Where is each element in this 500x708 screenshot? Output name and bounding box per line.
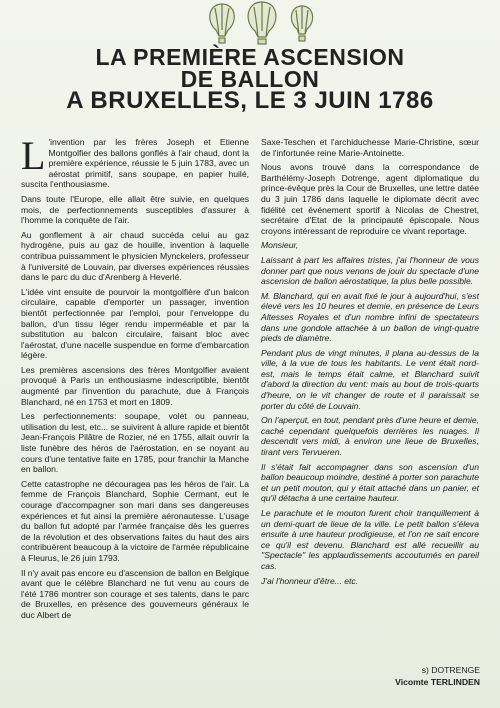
left-column (21, 133, 249, 625)
letter-paragraph: Il s'était fait accompagner dans son ascension d'un ballon beaucoup moindre, destiné à porter son parachute et un petit mouton, qui y était attaché dans un panier, et qu'il détacha à une certaine hauteur. (261, 461, 479, 504)
signature-block (380, 664, 480, 688)
letter-paragraph: J'ai l'honneur d'être... etc. (261, 575, 359, 586)
letter-paragraph: Monsieur, (261, 240, 299, 251)
paragraph: Cette catastrophe ne découragea pas les héros de l'air. La femme de François Blanchard, Sophie Cermant, eut le courage d'accompagner son mari dans ses dangereuses expériences et fut ainsi la première aéronautesse. L'usage du ballon fut adopté par l'armée française dès les guerres de la révolution et des observations faites du haut des airs contribuèrent beaucoup à la victoire de l'armée républicaine à Fleurus, le 26 juin 1793. (21, 478, 249, 563)
hot-air-balloon-icon (248, 2, 276, 44)
letter-paragraph: Pendant plus de vingt minutes, il plana au-dessus de la ville, à la vue de tous les habitants. Le vent était nord-est, mais le temps était calme, et Blanchard suivit d'abord la direction du vent: mais au bout de trois-quarts d'heure, on le vit changer de route et il paraissait se porter du côté de Louvain. (261, 347, 479, 411)
paragraph: L'idée vint ensuite de pourvoir la montgolfière d'un balcon circulaire, capable d'emporter un passager, invention bientôt perfectionnée par l'emploi, pour l'enveloppe du ballon, d'un tissu léger rendu imperméable et par la substitution au balcon circulaire, faisant bloc avec l'aérostat, d'une nacelle suspendue en forme d'embarcation légère. (21, 286, 249, 361)
signature-dotrenge: s) DOTRENGE (421, 665, 480, 675)
hot-air-balloon-icon (210, 4, 235, 43)
paragraph: Les perfectionnements: soupape, volet ou panneau, utilisation du lest, etc... se suivirent à allure rapide et bientôt Jean-François Pilâtre de Rozier, né en 1755, allait ouvrir la liste funèbre des héros de l'aérostation, en se noyant au cours d'une tentative faite en 1785, pour franchir la Manche en ballon. (21, 411, 249, 475)
right-column (261, 137, 479, 590)
letter-paragraph: M. Blanchard, qui en avait fixé le jour à aujourd'hui, s'est élevé vers les 10 heures et demie, en présence de Leurs Altesses Royales et d'un nombre infini de spectateurs dans une gondole attachée à un ballon de vingt-quatre pieds de diamètre. (261, 290, 479, 344)
paragraph: Les premières ascensions des frères Montgolfier avaient provoqué à Paris un enthousiasme indescriptible, bientôt augmenté par l'invention du parachute, due à François Blanchard, né en 1753 et mort en 1809. (21, 364, 249, 407)
letter-paragraph: On l'aperçut, en tout, pendant près d'une heure et demie, caché cependant quelquefois derrières les nuages. Il descendit vers midi, à environ une lieue de Bruxelles, tirant vers Tervueren. (261, 415, 479, 458)
letter-paragraph: Laissant à part les affaires tristes, j'ai l'honneur de vous donner part que nous venons de jouir du spectacle d'une ascension de ballon aérostatique, la plus belle possible. (261, 254, 479, 287)
paragraph: Dans toute l'Europe, elle allait être suivie, en quelques mois, de perfectionnements susceptibles d'assurer à l'homme la conquête de l'air. (21, 193, 249, 226)
article-title (40, 46, 460, 112)
title-line-1: LA PREMIÈRE ASCENSION (95, 44, 405, 70)
signature-terlinden: Vicomte TERLINDEN (395, 677, 480, 687)
paragraph: Au gonflement à air chaud succéda celui au gaz hydrogène, puis au gaz de houille, invention à laquelle contribua puissamment le physicien Mynckelers, professeur à l'université de Louvain, par diverses expériences réussies dans le parc du duc d'Arenberg à Heverlé. (21, 229, 249, 283)
balloons-illustration (200, 0, 325, 46)
paragraph: Nous avons trouvé dans la correspondance de Barthélémy-Joseph Dotrenge, agent diplomatique du prince-évêque près la Cour de Bruxelles, une lettre datée du 3 juin 1786 dans laquelle le diplomate décrit avec fidélité cet événement sportif à Nicolas de Chestret, secrétaire d'Etat de la principauté épiscopale. Nous croyons intéressant de reproduire ce vivant reportage. (261, 162, 479, 236)
title-line-3: A BRUXELLES, LE 3 JUIN 1786 (66, 87, 434, 114)
hot-air-balloon-icon (291, 6, 312, 41)
letter-paragraph: Le parachute et le mouton furent choir tranquillement à un demi-quart de lieue de la ville. Le petit ballon s'éleva ensuite à une hauteur prodigieuse, et l'on ne sait encore ce qu'il est devenu. Blanchard est allé recueillir au ''Spectacle'' les applaudissements accoutumés en pareil cas. (261, 508, 479, 571)
paragraph: Saxe-Teschen et l'archiduchesse Marie-Christine, sœur de l'infortunée reine Marie-Antoinette. (261, 137, 479, 158)
drop-cap: L (21, 133, 46, 178)
paragraph: L 'invention par les frères Joseph et Etienne Montgolfier des ballons gonflés à l'air chaud, dont la première expérience, réussie le 5 juin 1783, avec un aérostat primitif, sans soupape, en papier huilé, suscita l'enthousiasme. (21, 133, 249, 190)
title-line-2: DE BALLON (180, 66, 320, 92)
paragraph: Il n'y avait pas encore eu d'ascension de ballon en Belgique avant que le célèbre Blanchard ne fut venu au cours de l'été 1786 montrer son courage et ses talents, dans le parc de Bruxelles, en présence des gouverneurs généraux le duc Albert de (21, 567, 249, 620)
